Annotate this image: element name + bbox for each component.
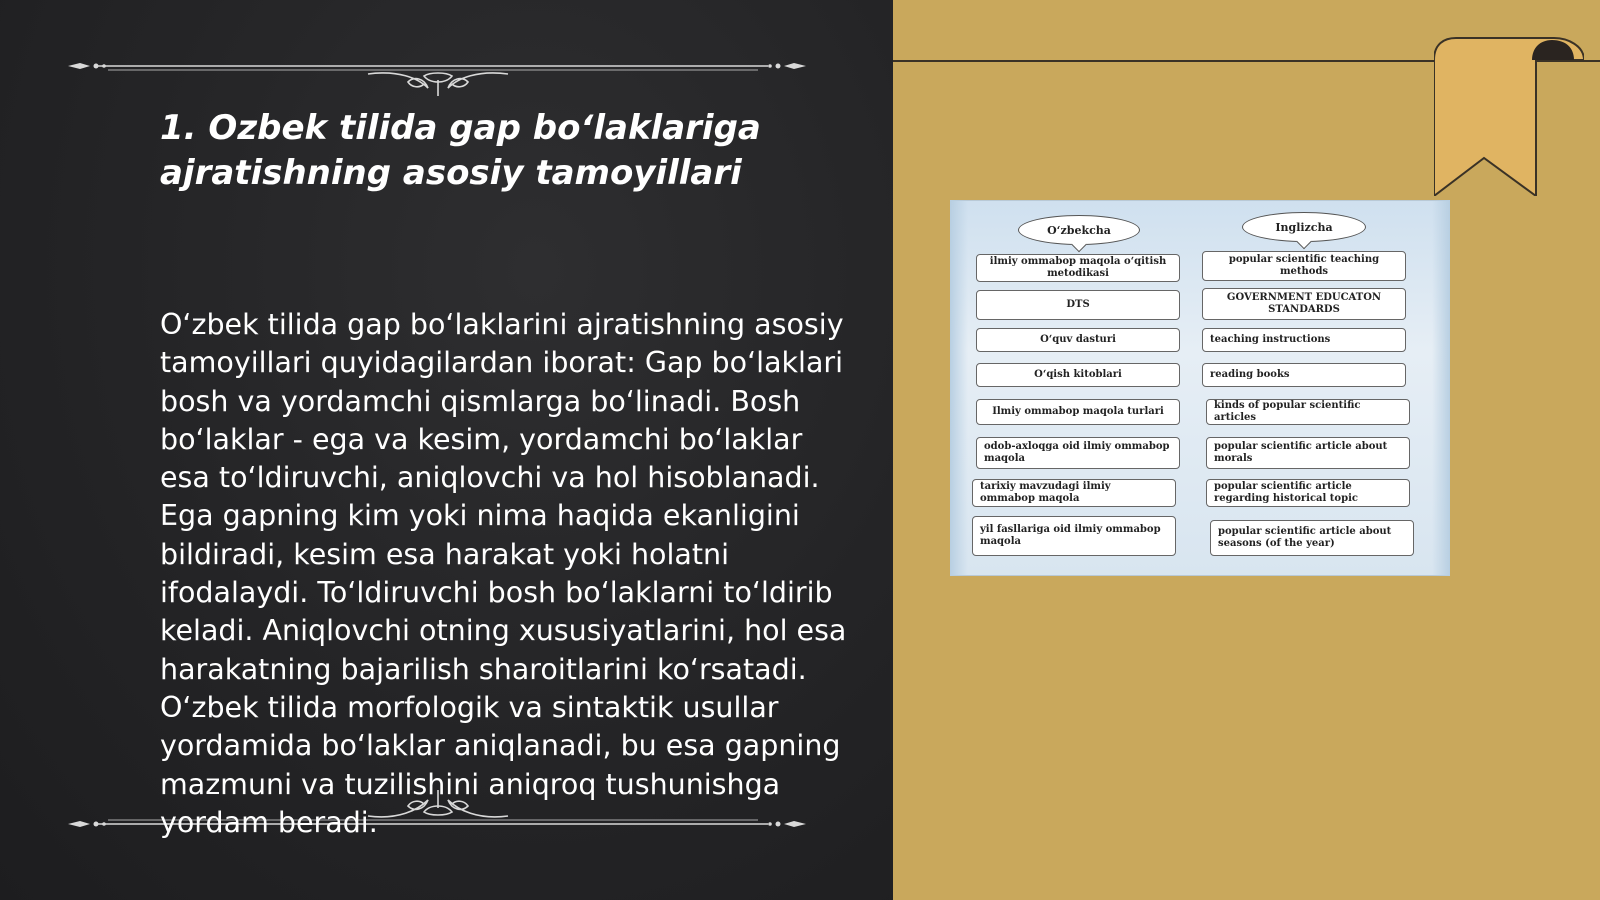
header-bubble-english: Inglizcha: [1242, 212, 1366, 242]
en-box-1: popular scientific teaching methods: [1202, 251, 1406, 281]
translation-diagram: [950, 200, 1450, 576]
en-box-3: teaching instructions: [1202, 328, 1406, 352]
uz-box-6: odob-axloqga oid ilmiy ommabop maqola: [976, 437, 1180, 469]
uz-box-8: yil fasllariga oid ilmiy ommabop maqola: [972, 516, 1176, 556]
en-box-2: GOVERNMENT EDUCATON STANDARDS: [1202, 288, 1406, 320]
slide-title: 1. Ozbek tilida gap bo‘laklariga ajratishning asosiy tamoyillari: [160, 108, 761, 193]
uz-box-4: O‘qish kitoblari: [976, 363, 1180, 387]
en-box-5: kinds of popular scientific articles: [1206, 399, 1410, 425]
uz-box-5: Ilmiy ommabop maqola turlari: [976, 399, 1180, 425]
en-box-4: reading books: [1202, 363, 1406, 387]
bookmark-ribbon-icon: [1434, 36, 1584, 196]
en-box-6: popular scientific article about morals: [1206, 437, 1410, 469]
uz-box-7: tarixiy mavzudagi ilmiy ommabop maqola: [972, 479, 1176, 507]
uz-box-3: O‘quv dasturi: [976, 328, 1180, 352]
uz-box-2: DTS: [976, 290, 1180, 320]
uz-box-1: ilmiy ommabop maqola o‘qitish metodikasi: [976, 254, 1180, 282]
top-ornament-divider: [68, 36, 828, 96]
en-box-8: popular scientific article about seasons (of the year): [1210, 520, 1414, 556]
en-box-7: popular scientific article regarding historical topic: [1206, 479, 1410, 507]
slide-body-text: O‘zbek tilida gap bo‘laklarini ajratishning asosiy tamoyillari quyidagilardan iborat: Gap bo‘laklari bosh va yordamchi qismlarga bo‘linadi. Bosh bo‘laklar - ega va kesim, yordamchi bo‘laklar esa to‘ldiruvchi, aniqlovchi va hol hisoblanadi. Ega gapning kim yoki nima haqida ekanligini bildiradi, kesim esa harakat yoki holatni ifodalaydi. To‘ldiruvchi bosh bo‘laklarni to‘ldirib keladi. Aniqlovchi otning xususiyatlarini, hol esa harakatning bajarilish sharoitlarini ko‘rsatadi. O‘zbek tilida morfologik va sintaktik usullar yordamida bo‘laklar aniqlanadi, bu esa gapning mazmuni va tuzilishini aniqroq tushunishga yordam beradi.: [160, 308, 847, 839]
header-bubble-uzbek: O‘zbekcha: [1018, 215, 1140, 245]
